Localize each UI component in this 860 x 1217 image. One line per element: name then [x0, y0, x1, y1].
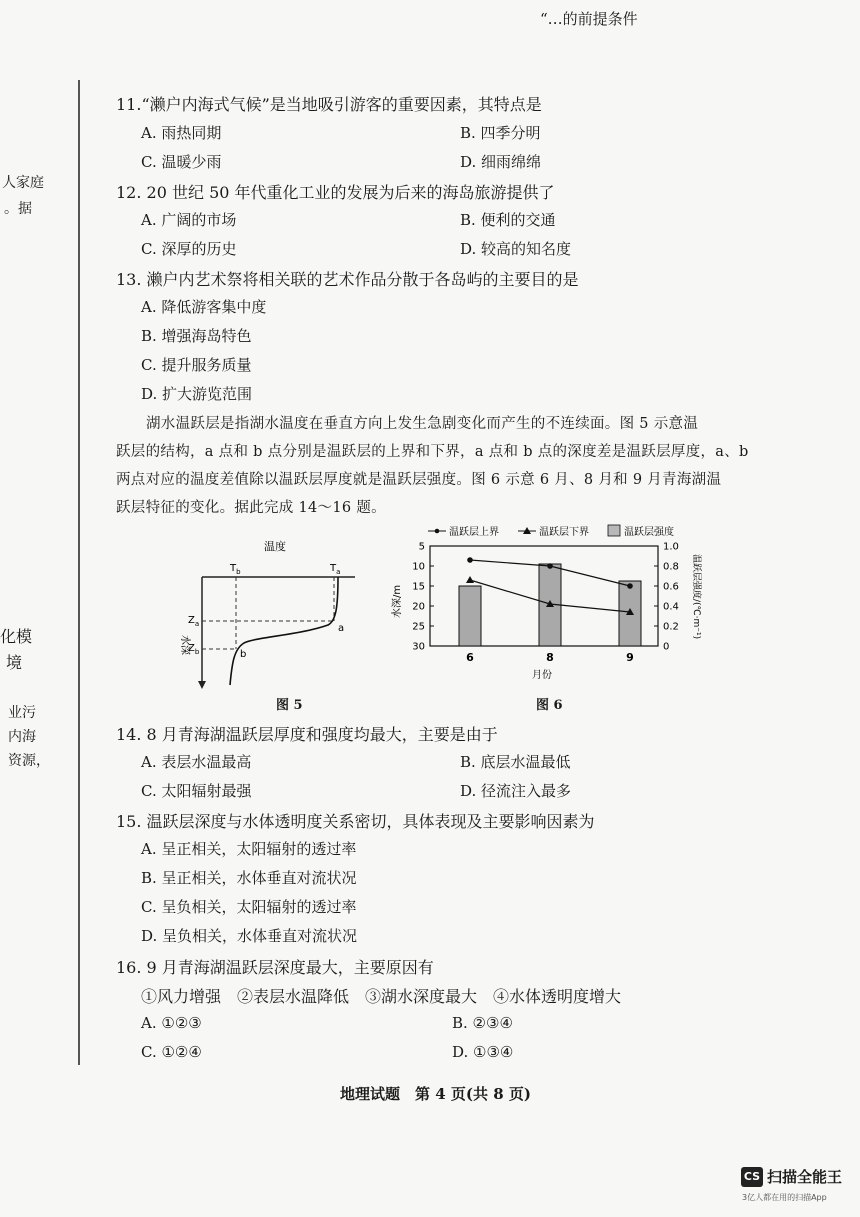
margin-fragment: 业污: [8, 705, 36, 721]
figure-5-diagram: [160, 535, 380, 700]
binding-line: [78, 80, 80, 1065]
fig5-point-a: a: [338, 623, 345, 634]
right-tick-label: 1.0: [663, 541, 679, 553]
question-12-option-a: A. 广阔的市场: [141, 211, 237, 229]
question-16-stem: 16. 9 月青海湖温跃层深度最大，主要原因有: [116, 958, 434, 977]
fig5-temperature-curve: [230, 577, 338, 685]
fig5-tick-tb: $T_b$: [230, 563, 241, 576]
question-15-option-c: C. 呈负相关，太阳辐射的透过率: [141, 898, 357, 916]
question-16-statements: ①风力增强 ②表层水温降低 ③湖水深度最大 ④水体透明度增大: [141, 987, 622, 1006]
margin-fragment: 内海: [8, 729, 36, 745]
fig5-tick-zb: $Z_b$: [188, 643, 200, 656]
fig5-tick-za: $Z_a$: [188, 615, 200, 628]
left-tick-label: 20: [412, 601, 425, 613]
question-13-option-c: C. 提升服务质量: [141, 356, 252, 374]
question-15-option-b: B. 呈正相关，水体垂直对流状况: [141, 869, 357, 887]
margin-fragment: 人家庭: [2, 175, 44, 191]
passage-line: 跃层特征的变化。据此完成 14～16 题。: [116, 500, 386, 516]
question-12-option-b: B. 便利的交通: [460, 211, 556, 229]
question-13-option-d: D. 扩大游览范围: [141, 385, 253, 403]
passage-line: 湖水温跃层是指湖水温度在垂直方向上发生急剧变化而产生的不连续面。图 5 示意温: [146, 416, 699, 432]
figure-6-caption: 图 6: [536, 698, 563, 713]
question-11-stem: 11.“濑户内海式气候”是当地吸引游客的重要因素，其特点是: [116, 95, 542, 114]
fig5-x-label: 温度: [264, 540, 286, 553]
question-16-option-b: B. ②③④: [452, 1014, 513, 1032]
question-14-option-d: D. 径流注入最多: [460, 782, 572, 800]
passage-line: 两点对应的温度差值除以温跃层厚度就是温跃层强度。图 6 示意 6 月、8 月和 9 月青海湖温: [116, 472, 722, 488]
figure-5-caption: 图 5: [276, 698, 303, 713]
right-tick-label: 0.8: [663, 561, 679, 573]
margin-fragment: 。据: [4, 201, 32, 217]
question-11-option-b: B. 四季分明: [460, 124, 541, 142]
y-axis-left-label: 水深/m: [392, 584, 403, 618]
x-axis-label: 月份: [532, 670, 552, 681]
upper-bound-point: [627, 583, 633, 589]
x-tick-label: 9: [626, 651, 634, 664]
y-axis-right-label: 温跃层强度/(℃·m⁻¹): [691, 554, 701, 640]
question-12-option-c: C. 深厚的历史: [141, 240, 237, 258]
question-16-option-a: A. ①②③: [141, 1014, 202, 1032]
question-14-option-a: A. 表层水温最高: [141, 753, 252, 771]
header-fragment: “…的前提条件: [540, 10, 638, 28]
fig5-point-b: b: [240, 649, 247, 660]
fig5-tick-ta: $T_a$: [330, 563, 341, 576]
lower-bound-point: [466, 576, 474, 583]
page-footer: 地理试题 第 4 页(共 8 页): [340, 1085, 531, 1103]
question-15-option-d: D. 呈负相关，水体垂直对流状况: [141, 927, 358, 945]
question-13-stem: 13. 濑户内艺术祭将相关联的艺术作品分散于各岛屿的主要目的是: [116, 270, 579, 289]
left-tick-label: 25: [412, 621, 425, 633]
question-14-stem: 14. 8 月青海湖温跃层厚度和强度均最大，主要是由于: [116, 725, 498, 744]
right-tick-label: 0.4: [663, 601, 679, 613]
question-11-option-a: A. 雨热同期: [141, 124, 222, 142]
question-12-option-d: D. 较高的知名度: [460, 240, 572, 258]
left-tick-label: 10: [412, 561, 425, 573]
scanner-logo-icon: CS: [741, 1167, 763, 1187]
left-tick-label: 15: [412, 581, 425, 593]
question-14-option-c: C. 太阳辐射最强: [141, 782, 252, 800]
question-11-option-c: C. 温暖少雨: [141, 153, 222, 171]
upper-bound-point: [467, 557, 473, 563]
question-15-stem: 15. 温跃层深度与水体透明度关系密切，具体表现及主要影响因素为: [116, 812, 595, 831]
question-15-option-a: A. 呈正相关，太阳辐射的透过率: [141, 840, 357, 858]
right-tick-label: 0.2: [663, 621, 679, 633]
right-tick-label: 0: [663, 641, 670, 653]
chart-legend: [428, 525, 674, 538]
scanner-app-name: 扫描全能王: [767, 1168, 843, 1186]
question-16-option-d: D. ①③④: [452, 1043, 514, 1061]
question-11-option-d: D. 细雨绵绵: [460, 153, 542, 171]
x-tick-label: 6: [466, 651, 474, 664]
question-14-option-b: B. 底层水温最低: [460, 753, 571, 771]
question-12-stem: 12. 20 世纪 50 年代重化工业的发展为后来的海岛旅游提供了: [116, 183, 555, 202]
scanner-tagline: 3亿人都在用的扫描App: [742, 1193, 827, 1202]
question-16-option-c: C. ①②④: [141, 1043, 202, 1061]
left-tick-label: 30: [412, 641, 425, 653]
legend-upper: 温跃层上界: [449, 527, 499, 538]
legend-strength: 温跃层强度: [624, 527, 674, 538]
strength-bar: [459, 586, 481, 646]
question-13-option-b: B. 增强海岛特色: [141, 327, 252, 345]
legend-lower: 温跃层下界: [539, 527, 589, 538]
question-13-option-a: A. 降低游客集中度: [141, 298, 267, 316]
x-tick-label: 8: [546, 651, 554, 664]
fig5-y-label: 水深: [179, 635, 190, 655]
upper-bound-point: [547, 563, 553, 569]
right-tick-label: 0.6: [663, 581, 679, 593]
margin-fragment: 资源，: [8, 753, 50, 769]
passage-line: 跃层的结构，a 点和 b 点分别是温跃层的上界和下界，a 点和 b 点的深度差是温跃层厚度，a、b: [116, 444, 749, 460]
figure-6-chart: [390, 518, 710, 690]
left-tick-label: 5: [418, 541, 425, 553]
margin-fragment: 化模: [0, 627, 33, 646]
margin-fragment: 境: [6, 653, 23, 672]
